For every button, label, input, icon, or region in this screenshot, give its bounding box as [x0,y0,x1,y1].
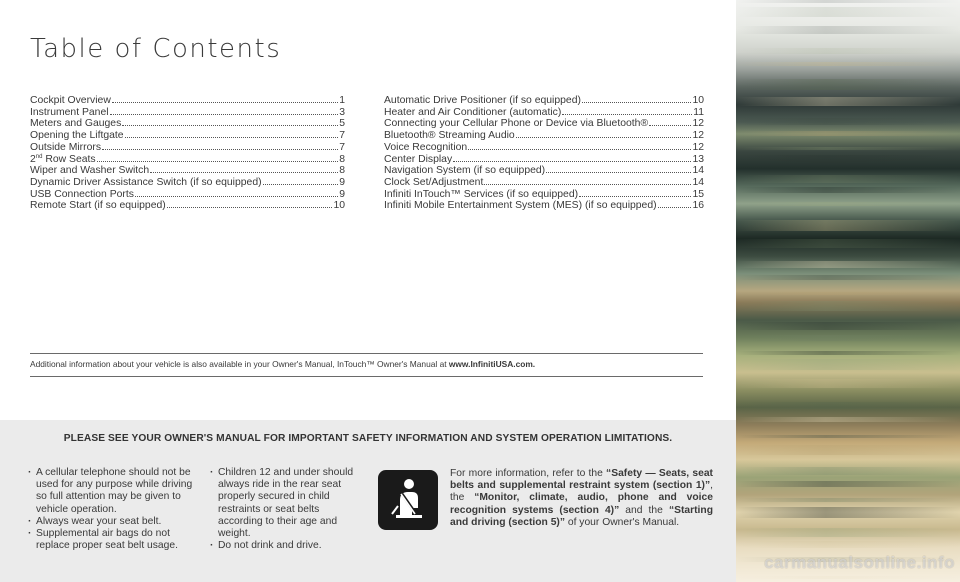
toc-leader-dots [110,107,339,115]
toc-page-number: 11 [693,106,704,118]
toc-leader-dots [658,200,692,208]
toc-entry-label: USB Connection Ports [30,188,134,200]
photo-streak [736,379,960,388]
toc-entry[interactable] [384,177,704,189]
page-title: Table of Contents [30,34,282,64]
toc-entry[interactable] [384,118,704,130]
toc-leader-dots [582,95,692,103]
photo-streak [736,187,960,193]
toc-entry[interactable] [384,154,704,166]
photo-streak [736,220,960,231]
safety-bullet: · A cellular telephone should not be used for any purpose while driving so full attention may be given to vehicle operation. [28,467,200,516]
photo-streak [736,48,960,54]
toc-page-number: 14 [692,165,704,177]
toc-leader-dots [97,154,339,162]
toc-entry-label: Cockpit Overview [30,95,111,106]
more-info-mid1: , the [450,480,713,504]
photo-streak [736,507,960,518]
motion-blur-photo [736,0,960,582]
toc-entry[interactable] [384,107,704,119]
additional-info-text: Additional information about your vehicle is also available in your Owner's Manual, InTouch™ Owner's Manual at [30,359,449,369]
toc-entry-label: Opening the Liftgate [30,130,124,142]
toc-entry-label: Infiniti InTouch™ Services (if so equipped) [384,188,579,200]
safety-bullets-col2 [210,467,360,552]
toc-leader-dots [649,118,691,126]
photo-streak [736,261,960,268]
toc-entry-label: Dynamic Driver Assistance Switch (if so equipped) [30,176,262,188]
toc-page-number: 8 [339,165,345,177]
toc-entry-label: Meters and Gauges [30,118,122,130]
toc-label-sup: nd [35,153,43,160]
toc-leader-dots [516,130,692,138]
toc-page-number: 8 [339,153,345,165]
photo-streak [736,131,960,136]
toc-entry-label: Wiper and Washer Switch [30,165,150,177]
toc-page-number: 16 [692,200,704,212]
toc-leader-dots [135,189,338,197]
toc-leader-dots [167,200,333,208]
toc-page-number: 5 [339,118,345,130]
toc-entry-label: Navigation System (if so equipped) [384,165,546,177]
toc-entry-label [30,154,96,166]
photo-streak [736,301,960,311]
photo-streak [736,576,960,579]
toc-leader-dots [112,95,338,103]
toc-entry[interactable] [384,189,704,201]
additional-info [30,359,535,369]
toc-page-number: 12 [692,141,704,153]
photo-streak [736,7,960,17]
toc-entry-label: Clock Set/Adjustment [384,176,484,188]
toc-entry[interactable] [384,130,704,142]
divider-top [30,353,703,354]
toc-page-number: 14 [692,176,704,188]
toc-entry[interactable] [30,165,345,177]
photo-streak [736,79,960,90]
toc-entry-label: Outside Mirrors [30,141,102,153]
toc-label-suffix: Row Seats [42,153,96,165]
toc-entry[interactable] [384,165,704,177]
toc-leader-dots [453,154,691,162]
toc-leader-dots [468,142,691,150]
toc-entry[interactable] [30,107,345,119]
photo-streak [736,292,960,295]
more-info-ref-safety: “Safety — Seats, seat belts and supplemental restraint system (section 1)” [450,468,713,492]
photo-streak [736,0,960,3]
more-info-outro: of your Owner's Manual. [565,516,680,528]
toc-entry-label: Center Display [384,153,453,165]
safety-bullets-col1 [28,467,200,552]
photo-streak [736,351,960,355]
toc-entry-label: Infiniti Mobile Entertainment System (MES) (if so equipped) [384,200,657,212]
photo-streak [736,541,960,548]
toc-leader-dots [150,165,338,173]
toc-entry[interactable] [384,142,704,154]
photo-streak [736,97,960,106]
toc-page-number: 9 [339,176,345,188]
toc-leader-dots [263,177,339,185]
toc-entry[interactable] [30,142,345,154]
watermark: carmanualsonline.info [764,553,955,572]
toc-entry[interactable] [30,189,345,201]
photo-streak [736,417,960,422]
safety-bullet: · Do not drink and drive. [210,540,360,552]
photo-streak [736,435,960,438]
more-info-ref-starting: “Starting and driving (section 5)” [450,504,713,528]
safety-bullet: · Children 12 and under should always ride in the rear seat properly secured in child restraints or seat belts according to their age and weight. [210,467,360,540]
toc-leader-dots [122,118,338,126]
toc-page-number: 12 [692,130,704,142]
more-info-text [450,468,713,529]
toc-leader-dots [562,107,692,115]
toc-entry[interactable] [30,130,345,142]
toc-page-number: 13 [692,153,704,165]
toc-entry-label: Bluetooth® Streaming Audio [384,130,515,142]
photo-streak [736,445,960,455]
toc-leader-dots [102,142,338,150]
toc-page-number: 7 [339,141,345,153]
toc-entry[interactable] [384,200,704,212]
more-info-ref-monitor: “Monitor, climate, audio, phone and voice recognition systems (section 4)” [450,492,713,516]
toc-entry[interactable] [30,95,345,107]
toc-page-number: 15 [692,188,704,200]
photo-streak [736,26,960,34]
toc-page-number: 3 [339,106,345,118]
toc-page-number: 10 [692,95,704,106]
toc-entry-label: Instrument Panel [30,106,109,118]
photo-streak [736,335,960,341]
photo-streak [736,467,960,475]
photo-streak [736,118,960,125]
toc-label-prefix: 2 [30,153,36,165]
toc-page-number: 7 [339,130,345,142]
photo-streak [736,175,960,183]
more-info-intro: For more information, refer to the [450,468,607,479]
toc-entry-label: Voice Recognition [384,141,468,153]
toc-leader-dots [546,165,691,173]
photo-streak [736,155,960,165]
photo-streak [736,359,960,370]
photo-streak [736,481,960,487]
toc-entry[interactable] [384,95,704,107]
toc-entry[interactable] [30,200,345,212]
toc-entry[interactable] [30,154,345,166]
toc-entry-label: Remote Start (if so equipped) [30,200,166,212]
safety-bullet: · Supplemental air bags do not replace proper seat belt usage. [28,528,200,552]
additional-info-url[interactable]: www.InfinitiUSA.com. [448,359,536,369]
photo-streak [736,275,960,280]
toc-page-number: 9 [339,188,345,200]
seatbelt-icon [378,470,438,530]
photo-streak [736,498,960,502]
toc-page-number: 10 [333,200,345,212]
toc-entry-label: Heater and Air Conditioner (automatic) [384,106,562,118]
photo-streak [736,202,960,206]
toc-entry[interactable] [30,118,345,130]
toc-right-column [384,95,704,212]
toc-leader-dots [484,177,691,185]
photo-streak [736,322,960,330]
toc-leader-dots [125,130,339,138]
divider-bottom [30,376,703,377]
toc-entry-label: Connecting your Cellular Phone or Device via Bluetooth® [384,118,649,130]
photo-streak [736,62,960,66]
photo-streak [736,402,960,409]
photo-streak [736,239,960,248]
toc-page-number: 12 [692,118,704,130]
more-info-mid2: and the [619,504,669,516]
toc-left-column [30,95,345,212]
toc-page-number: 1 [339,95,345,106]
toc-entry[interactable] [30,177,345,189]
photo-streak [736,147,960,150]
safety-bullet: · Always wear your seat belt. [28,516,200,528]
photo-streak [736,528,960,537]
toc-leader-dots [579,189,691,197]
toc-entry-label: Automatic Drive Positioner (if so equipped) [384,95,581,106]
safety-heading: PLEASE SEE YOUR OWNER'S MANUAL FOR IMPORTANT SAFETY INFORMATION AND SYSTEM OPERATION LIMITATIONS. [63,433,673,444]
